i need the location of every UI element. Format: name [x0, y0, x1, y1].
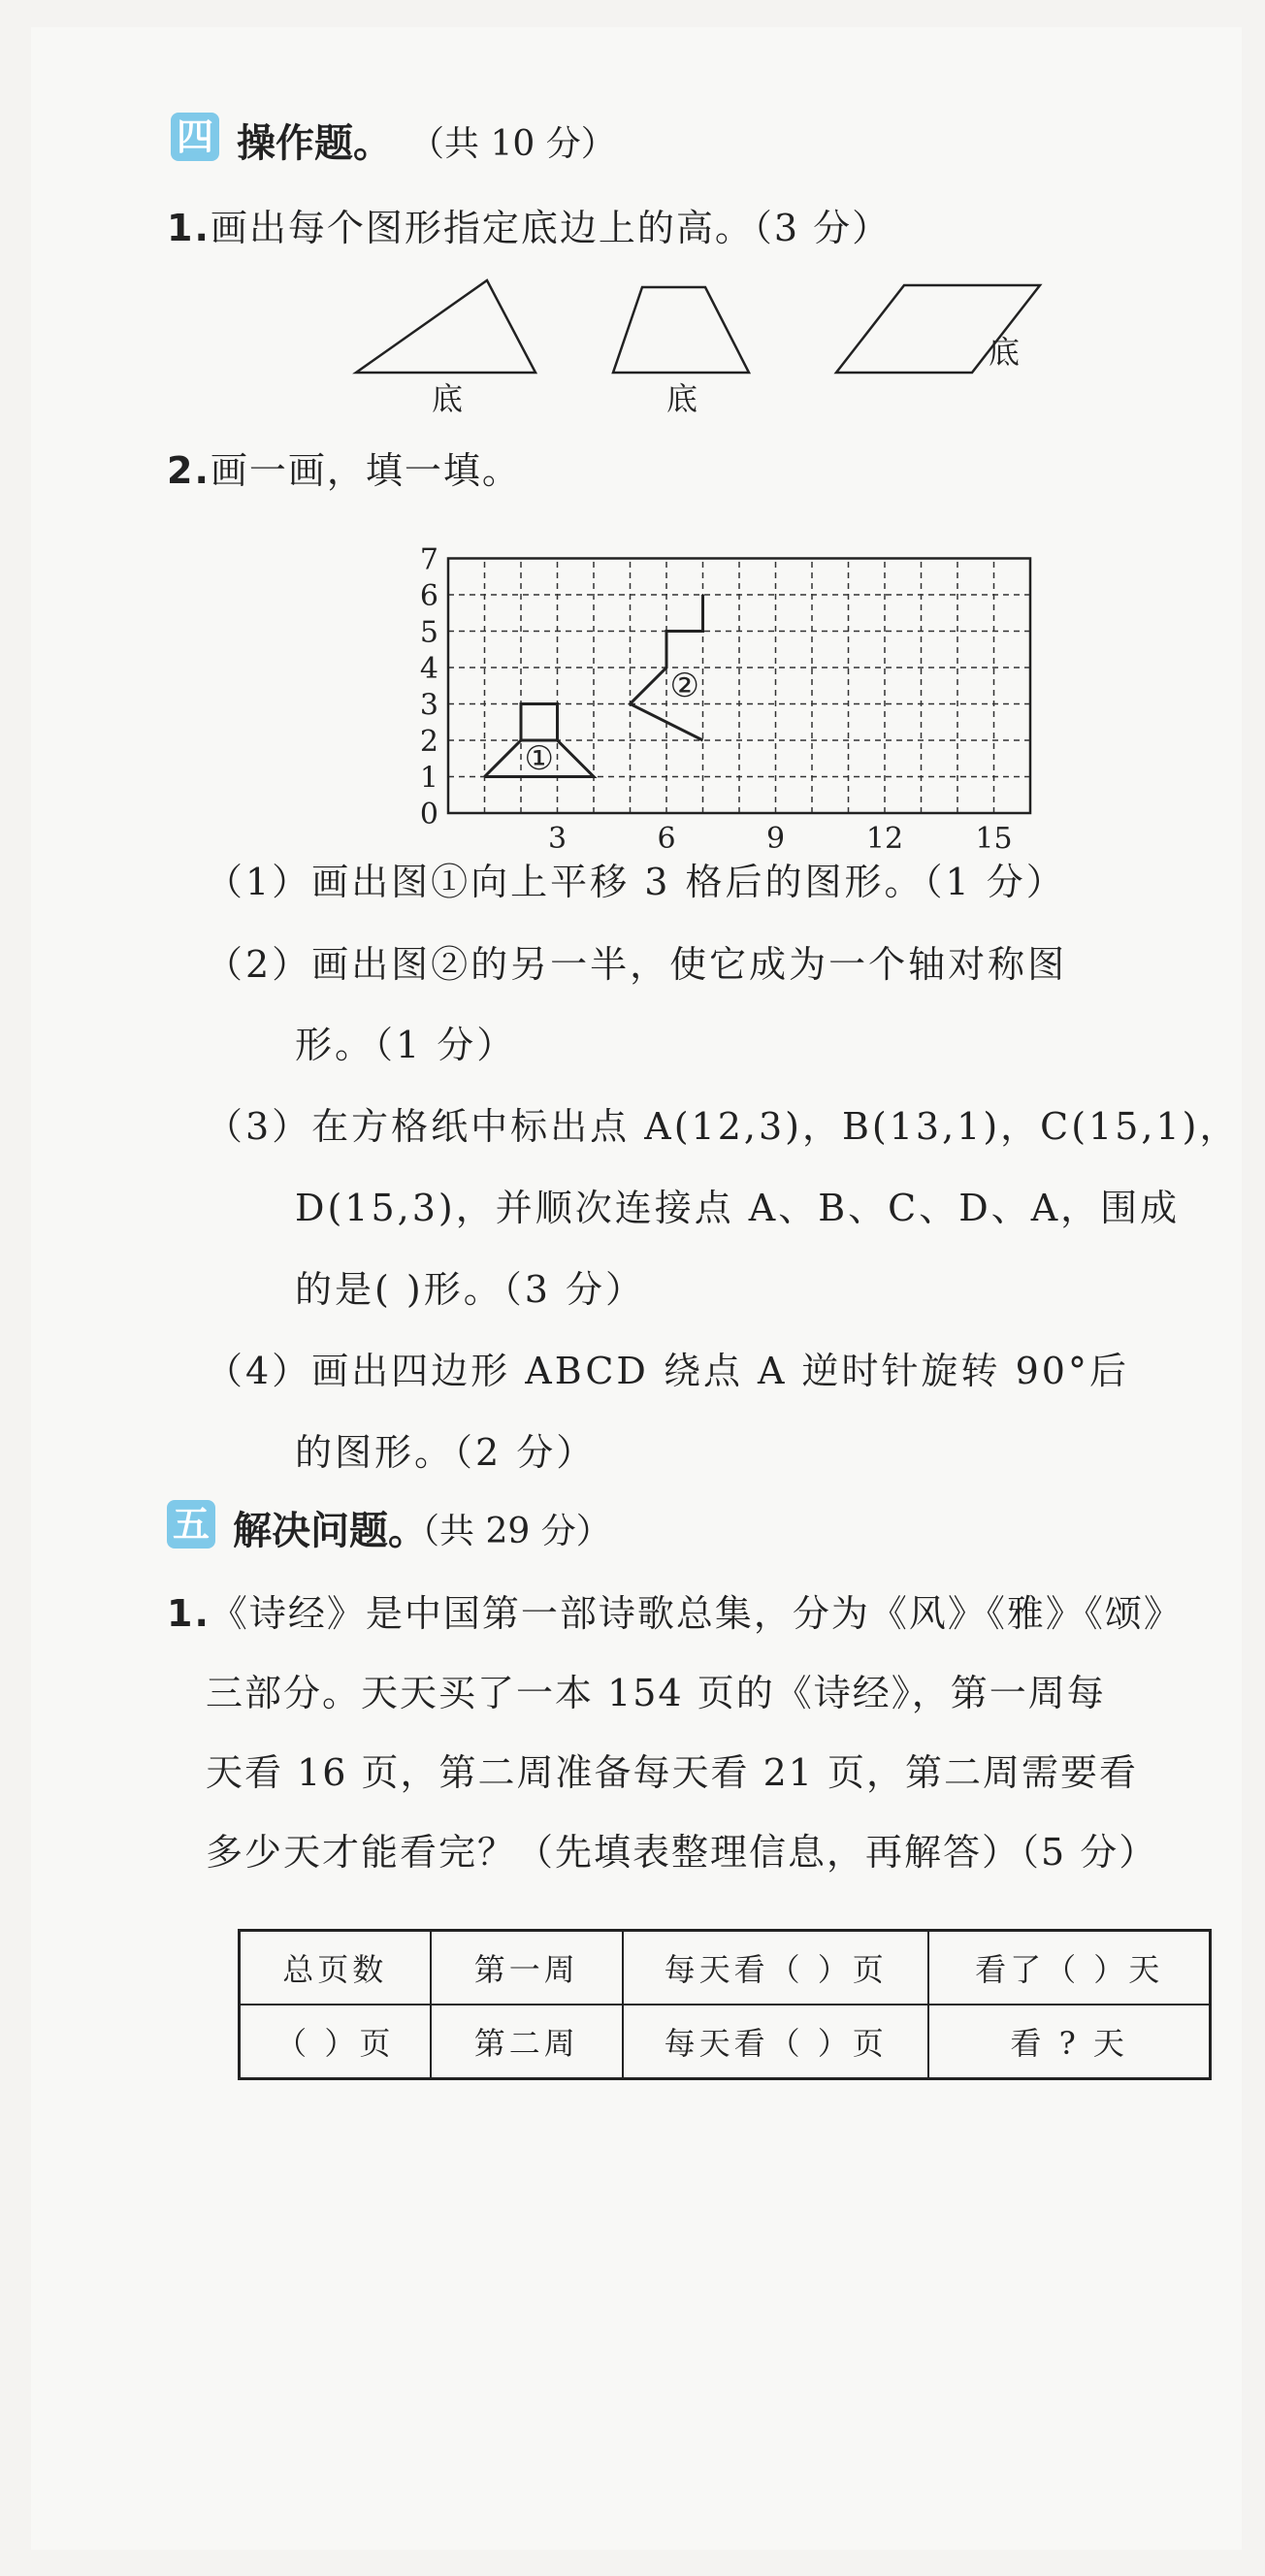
section-5-badge: 五 [167, 1500, 215, 1549]
week2-days-cell: 看 ? 天 [928, 2005, 1210, 2079]
s4-q1-text: 画出每个图形指定底边上的高。（3 分） [210, 207, 892, 249]
table-row [240, 1931, 1211, 2005]
total-pages-blank[interactable]: （ ）页 [240, 2005, 431, 2079]
s4-q2-number: 2. [167, 449, 211, 492]
y-tick-label: 3 [419, 688, 438, 723]
s4-q1-number: 1. [167, 207, 211, 249]
week1-label: 第一周 [431, 1931, 623, 2005]
x-tick-label: 15 [975, 822, 1013, 856]
x-tick-label: 3 [547, 822, 568, 856]
shape-1-label: ① [524, 739, 554, 778]
y-tick-label: 7 [419, 542, 438, 577]
week2-label: 第二周 [431, 2005, 623, 2079]
s4-q2-sub4-line1: （4）画出四边形 ABCD 绕点 A 逆时针旋转 90°后 [206, 1350, 1129, 1392]
total-pages-header: 总页数 [240, 1931, 431, 2005]
s4-q2-sub2-line1: （2）画出图②的另一半，使它成为一个轴对称图 [206, 943, 1068, 986]
table-row [240, 2005, 1211, 2079]
triangle-shape [356, 280, 535, 373]
y-tick-label: 5 [419, 615, 438, 650]
parallelogram-base-label: 底 [989, 334, 1021, 371]
s4-q2 [167, 440, 521, 494]
shape-2-label: ② [669, 667, 699, 705]
y-tick-label: 4 [419, 652, 438, 686]
s4-q2-sub1: （1）画出图①向上平移 3 格后的图形。（1 分） [206, 861, 1066, 903]
s4-q2-text: 画一画，填一填。 [210, 449, 521, 492]
y-tick-label: 2 [419, 725, 438, 759]
x-tick-label: 9 [765, 822, 786, 856]
s4-q2-sub3-line2: D(15,3)，并顺次连接点 A、B、C、D、A，围成 [295, 1187, 1181, 1229]
worksheet-page [31, 27, 1242, 2550]
y-tick-label: 0 [419, 798, 438, 831]
triangle-base-label: 底 [432, 380, 464, 417]
trapezoid-shape [613, 287, 749, 373]
s5-q1-number: 1. [167, 1592, 211, 1635]
s5-q1-line1-text: 《诗经》是中国第一部诗歌总集，分为《风》《雅》《颂》 [210, 1592, 1183, 1635]
section-5-score: （共 29 分） [405, 1512, 611, 1551]
s5-q1-line2: 三部分。天天买了一本 154 页的《诗经》，第一周每 [206, 1672, 1106, 1714]
section-4-score: （共 10 分） [409, 124, 616, 164]
q1-shapes-figure [31, 27, 1242, 435]
trapezoid-base-label: 底 [666, 380, 698, 417]
week2-daily-cell[interactable]: 每天看（ ）页 [623, 2005, 928, 2079]
y-tick-label: 1 [419, 761, 438, 796]
s4-q2-sub2-line2: 形。（1 分） [295, 1024, 517, 1066]
s4-q2-sub3-line1: （3）在方格纸中标出点 A(12,3)，B(13,1)，C(15,1)， [206, 1105, 1240, 1148]
section-4-badge: 四 [171, 113, 219, 161]
week1-daily-cell[interactable]: 每天看（ ）页 [623, 1931, 928, 2005]
x-tick-label: 6 [657, 822, 676, 856]
y-tick-label: 6 [419, 579, 438, 613]
section-5-title: 解决问题。 [233, 1509, 427, 1553]
info-table [238, 1929, 1212, 2080]
s5-q1-line4: 多少天才能看完？（先填表整理信息，再解答）（5 分） [206, 1831, 1158, 1874]
s4-q2-sub4-line2: 的图形。（2 分） [295, 1431, 597, 1474]
s5-q1-line1 [167, 1583, 1183, 1637]
week1-days-cell[interactable]: 看了（ ）天 [928, 1931, 1210, 2005]
section-4-title: 操作题。 [237, 121, 392, 166]
s5-q1-line3: 天看 16 页，第二周准备每天看 21 页，第二周需要看 [206, 1751, 1139, 1794]
s4-q2-sub3-line3: 的是( )形。（3 分） [295, 1268, 645, 1311]
x-tick-label: 12 [865, 822, 904, 856]
coordinate-grid[interactable] [361, 512, 1040, 862]
